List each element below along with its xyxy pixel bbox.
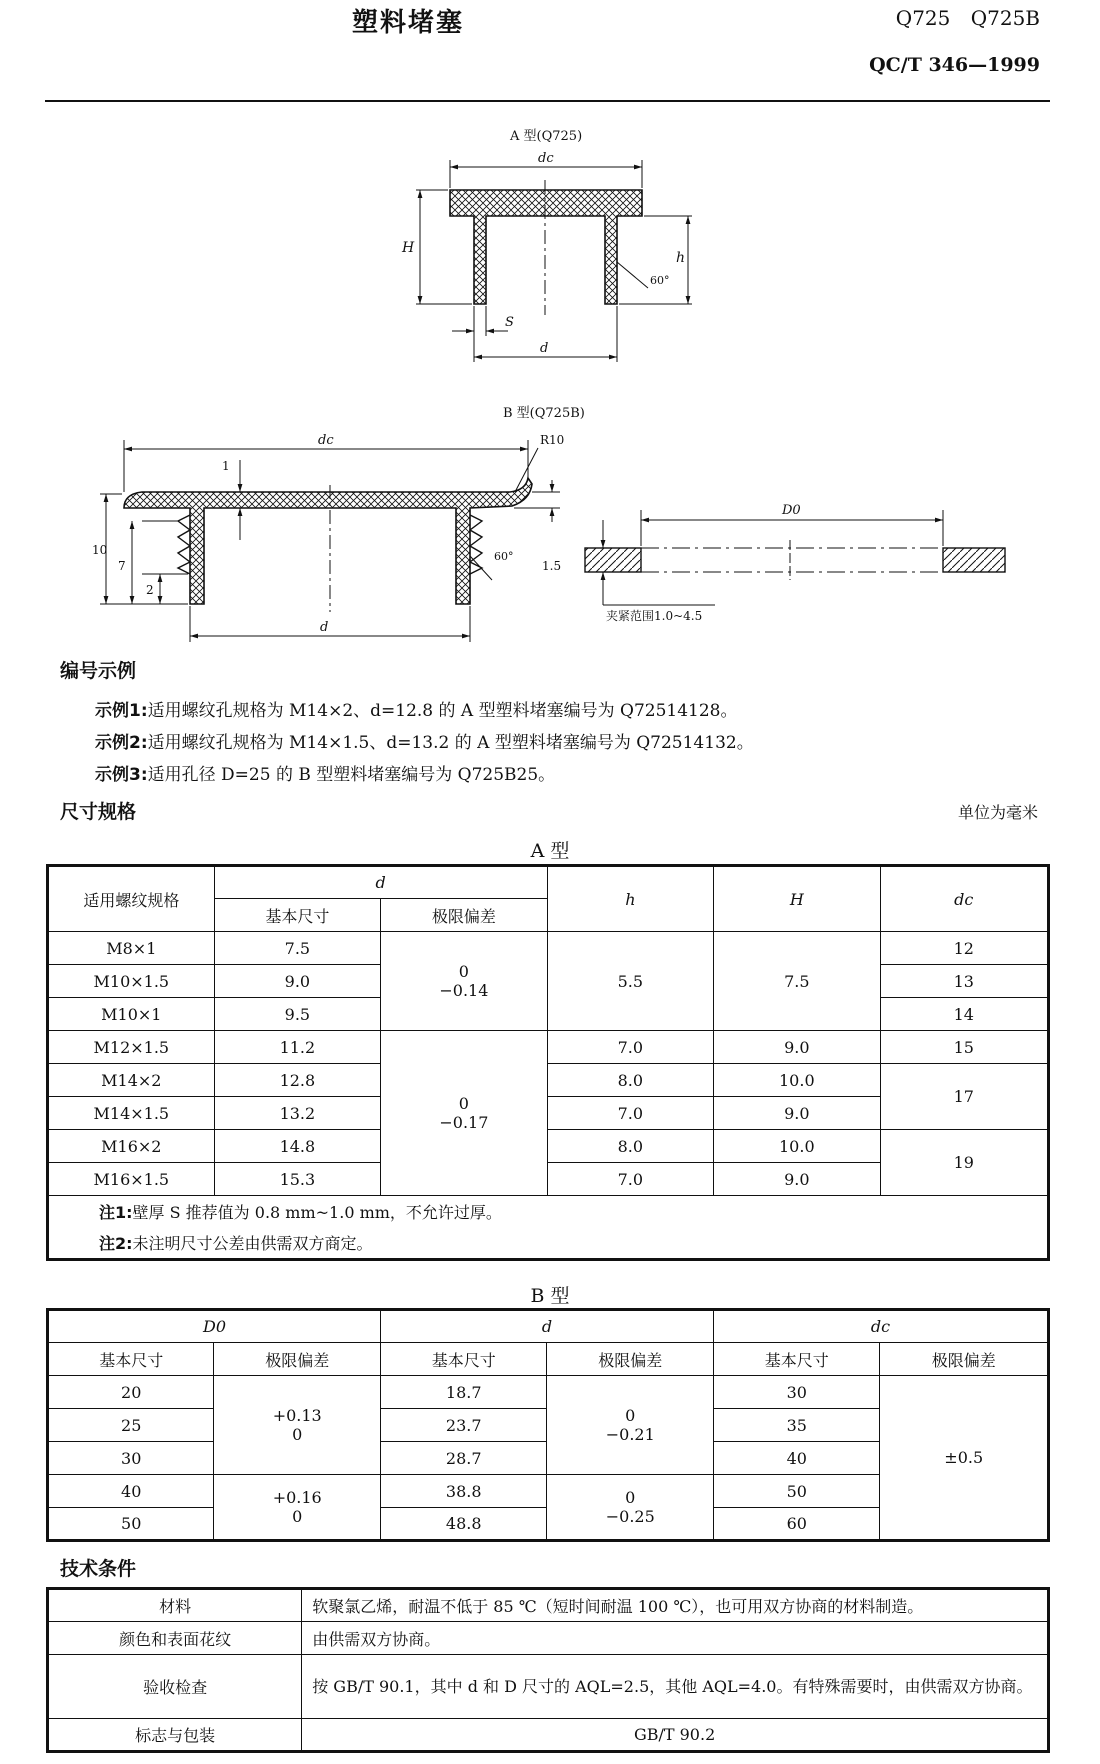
table-b-caption: B 型 xyxy=(530,1285,570,1307)
cell-thread: M14×2 xyxy=(48,1064,215,1097)
th-basic: 基本尺寸 xyxy=(380,1343,547,1376)
cell-thread: M8×1 xyxy=(48,932,215,965)
cell-D0-tol-1: +0.13 0 xyxy=(214,1376,381,1475)
label-d-b: d xyxy=(320,620,329,635)
type-b-drawing xyxy=(92,405,585,642)
cell-h: 7.0 xyxy=(547,1097,713,1130)
th-thread: 适用螺纹规格 xyxy=(48,866,215,932)
cell-d: 9.5 xyxy=(214,998,380,1031)
note-2: 注2:未注明尺寸公差由供需双方商定。 xyxy=(99,1234,373,1253)
th-D0: D0 xyxy=(48,1310,381,1343)
cell-d-tol-2: 0 −0.25 xyxy=(547,1475,714,1541)
th-tol: 极限偏差 xyxy=(880,1343,1049,1376)
tech-label: 颜色和表面花纹 xyxy=(48,1622,302,1655)
cell-d: 9.0 xyxy=(214,965,380,998)
type-a-caption: A 型(Q725) xyxy=(510,129,583,144)
cell-h: 7.0 xyxy=(547,1163,713,1196)
label-angle-a: 60° xyxy=(650,274,670,287)
label-dim-7: 7 xyxy=(118,559,126,573)
numbering-heading: 编号示例 xyxy=(60,660,137,682)
cell-dc: 12 xyxy=(880,932,1048,965)
cell-D0: 40 xyxy=(48,1475,214,1508)
label-H: H xyxy=(402,240,415,256)
cell-d: 18.7 xyxy=(380,1376,547,1409)
table-row xyxy=(48,1376,1049,1409)
table-row xyxy=(48,1622,1049,1655)
cell-H: 10.0 xyxy=(714,1064,880,1097)
th-basic: 基本尺寸 xyxy=(714,1343,880,1376)
cell-D0: 20 xyxy=(48,1376,214,1409)
cell-d: 14.8 xyxy=(214,1130,380,1163)
th-H: H xyxy=(714,866,880,932)
cell-dc-merged: 17 xyxy=(880,1064,1048,1130)
type-b-section xyxy=(124,478,532,604)
example-3: 示例3:适用孔径 D=25 的 B 型塑料堵塞编号为 Q725B25。 xyxy=(95,765,556,785)
cell-H: 10.0 xyxy=(714,1130,880,1163)
cell-thread: M12×1.5 xyxy=(48,1031,215,1064)
cell-D0: 50 xyxy=(48,1508,214,1541)
standard-number: QC/T 346—1999 xyxy=(869,54,1040,76)
type-a-drawing xyxy=(401,128,692,362)
table-tech-conditions xyxy=(46,1587,1050,1753)
note-1: 注1:壁厚 S 推荐值为 0.8 mm~1.0 mm，不允许过厚。 xyxy=(99,1203,502,1222)
unit-note: 单位为毫米 xyxy=(957,803,1038,822)
table-row xyxy=(48,1064,1049,1097)
cell-H: 9.0 xyxy=(714,1163,880,1196)
hole-drawing xyxy=(585,503,1005,623)
cell-dc: 14 xyxy=(880,998,1048,1031)
cell-dc: 60 xyxy=(714,1508,880,1541)
th-dc: dc xyxy=(880,866,1048,932)
cell-D0: 25 xyxy=(48,1409,214,1442)
dimensions-heading: 尺寸规格 xyxy=(60,801,137,823)
th-dc: dc xyxy=(714,1310,1049,1343)
tech-value: 软聚氯乙烯，耐温不低于 85 ℃（短时间耐温 100 ℃），也可用双方协商的材料制造。 xyxy=(302,1589,1049,1622)
notes-cell xyxy=(48,1196,1049,1260)
label-D0: D0 xyxy=(782,503,801,518)
label-dim-2: 2 xyxy=(146,583,154,597)
table-row xyxy=(48,932,1049,965)
label-d-a: d xyxy=(540,341,549,356)
label-dc-b: dc xyxy=(318,433,334,448)
cell-h-merged: 5.5 xyxy=(547,932,713,1031)
th-tol: 极限偏差 xyxy=(381,899,548,932)
label-clamp-range: 夹紧范围1.0~4.5 xyxy=(606,609,703,623)
label-dim-10: 10 xyxy=(92,543,108,557)
cell-thread: M16×1.5 xyxy=(48,1163,215,1196)
cell-thread: M16×2 xyxy=(48,1130,215,1163)
label-S: S xyxy=(505,315,514,330)
label-R10: R10 xyxy=(540,433,565,447)
cell-dc: 13 xyxy=(880,965,1048,998)
cell-d: 48.8 xyxy=(380,1508,547,1541)
cell-tol-merged-2: 0 −0.17 xyxy=(381,1031,548,1196)
cell-dc-tol: ±0.5 xyxy=(880,1376,1049,1541)
tech-value: 按 GB/T 90.1，其中 d 和 D 尺寸的 AQL=2.5，其他 AQL=4.0。有特殊需要时，由供需双方协商。 xyxy=(302,1655,1049,1719)
table-row xyxy=(48,1589,1049,1622)
table-type-b xyxy=(46,1308,1050,1542)
table-row xyxy=(48,1719,1049,1752)
cell-dc: 30 xyxy=(714,1376,880,1409)
cell-h: 7.0 xyxy=(547,1031,713,1064)
cell-H: 9.0 xyxy=(714,1097,880,1130)
table-row xyxy=(48,1130,1049,1163)
page-title: 塑料堵塞 xyxy=(352,8,465,38)
tech-value: 由供需双方协商。 xyxy=(302,1622,1049,1655)
th-tol: 极限偏差 xyxy=(214,1343,381,1376)
cell-dc: 35 xyxy=(714,1409,880,1442)
tech-value: GB/T 90.2 xyxy=(302,1719,1049,1752)
cell-d-tol-1: 0 −0.21 xyxy=(547,1376,714,1475)
table-type-a xyxy=(46,864,1050,1261)
cell-d: 38.8 xyxy=(380,1475,547,1508)
example-1: 示例1:适用螺纹孔规格为 M14×2、d=12.8 的 A 型塑料堵塞编号为 Q72514128。 xyxy=(95,701,738,721)
cell-d: 28.7 xyxy=(380,1442,547,1475)
cell-h: 8.0 xyxy=(547,1064,713,1097)
tech-label: 材料 xyxy=(48,1589,302,1622)
technical-drawing xyxy=(0,110,1100,650)
label-h: h xyxy=(676,250,686,266)
cell-D0-tol-2: +0.16 0 xyxy=(214,1475,381,1541)
tech-label: 验收检查 xyxy=(48,1655,302,1719)
tech-heading: 技术条件 xyxy=(60,1558,137,1580)
label-dim-15: 1.5 xyxy=(542,559,562,573)
th-h: h xyxy=(547,866,713,932)
table-row xyxy=(48,1031,1049,1064)
th-basic: 基本尺寸 xyxy=(214,899,380,932)
cell-d: 11.2 xyxy=(214,1031,380,1064)
cell-H-merged: 7.5 xyxy=(714,932,880,1031)
cell-dc: 40 xyxy=(714,1442,880,1475)
label-angle-b: 60° xyxy=(494,550,514,563)
cell-tol-merged-1: 0 −0.14 xyxy=(381,932,548,1031)
cell-D0: 30 xyxy=(48,1442,214,1475)
cell-d: 7.5 xyxy=(214,932,380,965)
cell-d: 12.8 xyxy=(214,1064,380,1097)
cell-h: 8.0 xyxy=(547,1130,713,1163)
table-row xyxy=(48,1655,1049,1719)
cell-H: 9.0 xyxy=(714,1031,880,1064)
label-dim-1: 1 xyxy=(222,459,230,473)
cell-dc: 15 xyxy=(880,1031,1048,1064)
cell-d: 23.7 xyxy=(380,1409,547,1442)
notes-row xyxy=(48,1196,1049,1260)
type-b-caption: B 型(Q725B) xyxy=(503,406,585,421)
table-a-caption: A 型 xyxy=(530,840,570,862)
cell-d: 13.2 xyxy=(214,1097,380,1130)
product-codes: Q725 Q725B xyxy=(895,6,1040,30)
th-d: d xyxy=(380,1310,713,1343)
header-rule xyxy=(45,100,1050,102)
cell-dc-merged: 19 xyxy=(880,1130,1048,1196)
cell-thread: M10×1 xyxy=(48,998,215,1031)
tech-label: 标志与包装 xyxy=(48,1719,302,1752)
th-d: d xyxy=(214,866,547,899)
th-tol: 极限偏差 xyxy=(547,1343,714,1376)
type-a-section xyxy=(450,190,642,304)
cell-thread: M10×1.5 xyxy=(48,965,215,998)
cell-dc: 50 xyxy=(714,1475,880,1508)
example-2: 示例2:适用螺纹孔规格为 M14×1.5、d=13.2 的 A 型塑料堵塞编号为 Q72514132。 xyxy=(95,733,754,753)
cell-thread: M14×1.5 xyxy=(48,1097,215,1130)
label-dc: dc xyxy=(538,151,554,166)
cell-d: 15.3 xyxy=(214,1163,380,1196)
th-basic: 基本尺寸 xyxy=(48,1343,214,1376)
